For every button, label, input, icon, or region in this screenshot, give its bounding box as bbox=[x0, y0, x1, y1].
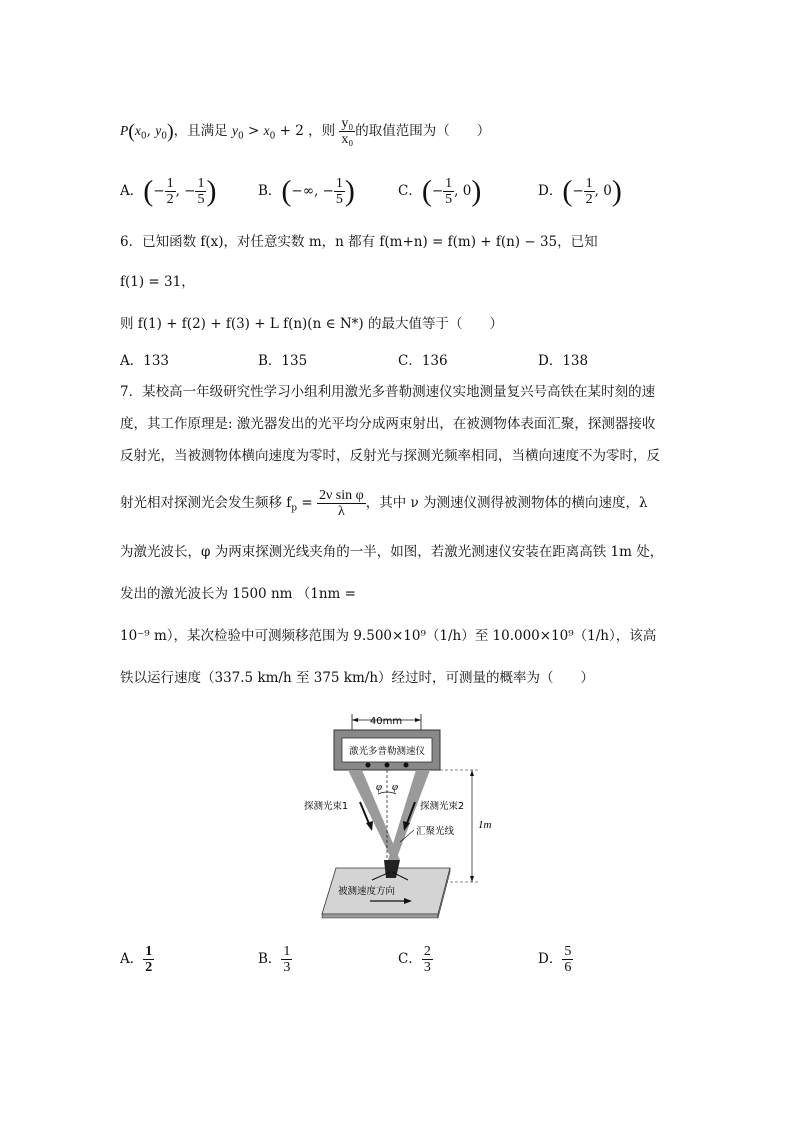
beam1-label: 探测光束1 bbox=[304, 801, 349, 812]
q5-ratio: $\frac{\text{y₀}}{\text{x₀}}$ bbox=[341, 116, 354, 147]
q6-line-3: 则 f(1) + f(2) + f(3) + L f(n)(n ∈ N*) 的最大值等于（ ） bbox=[120, 316, 503, 332]
q5-stem: $P(x_0$, $y_0$)，且满足 $y_0 > x_0 + 2$ ，则 $\frac{\text{y₀}}{\text{x₀}}$ 的取值范围为（ ） bbox=[120, 116, 491, 147]
doppler-formula: $\frac{\text{2ν sin φ}}{\lambda}$ bbox=[318, 488, 364, 519]
q7-line-2: 度，其工作原理是: 激光器发出的光平均分成两束射出，在被测物体表面汇聚，探测器接收 bbox=[120, 416, 656, 432]
width-label: 40mm bbox=[369, 716, 403, 727]
doppler-diagram bbox=[300, 708, 530, 923]
beam2-label: 探测光束2 bbox=[420, 801, 465, 812]
q5-option-c[interactable]: C．(− $\frac{1}{5}$ , 0) bbox=[398, 174, 482, 208]
q5-option-a[interactable]: A．(− $\frac{1}{2}$ , − $\frac{1}{5}$ ) bbox=[120, 174, 217, 208]
q5-stem-end: 的取值范围为（ ） bbox=[355, 123, 491, 139]
q7-option-a[interactable]: A． $\frac{1}{2}$ bbox=[120, 944, 153, 975]
q6-option-a[interactable]: A．133 bbox=[120, 353, 170, 369]
q7-line-6: 发出的激光波长为 1500 nm （1nm = bbox=[120, 586, 356, 602]
phi-left: φ bbox=[376, 781, 383, 793]
q6-option-c[interactable]: C．136 bbox=[398, 353, 448, 369]
q7-line-4: 射光相对探测光会发生频移 $f_p$ = $\frac{\text{2ν sin φ}}{\lambda}$ ，其中 ν 为测速仪测得被测物体的横向速度，λ bbox=[120, 488, 648, 519]
q6-option-b[interactable]: B．135 bbox=[258, 353, 308, 369]
q7-option-d[interactable]: D． $\frac{5}{6}$ bbox=[538, 944, 572, 975]
q7-line-7: 10⁻⁹ m），某次检验中可测频移范围为 9.500×10⁹（1/h）至 10.000×10⁹（1/h），该高 bbox=[120, 628, 657, 644]
converge-label: 汇聚光线 bbox=[416, 826, 455, 837]
q6-option-d[interactable]: D．138 bbox=[538, 353, 589, 369]
q7-option-c[interactable]: C． $\frac{2}{3}$ bbox=[398, 944, 431, 975]
q5-point-p: P bbox=[120, 123, 129, 138]
q5-option-b[interactable]: B．(−∞, − $\frac{1}{5}$ ) bbox=[258, 174, 355, 208]
device-label: 激光多普勒测速仪 bbox=[348, 746, 426, 757]
q5-option-d[interactable]: D．(− $\frac{1}{2}$ , 0) bbox=[538, 174, 622, 208]
q6-line-2: f(1) = 31， bbox=[120, 274, 195, 290]
q7-line-3: 反射光，当被测物体横向速度为零时，反射光与探测光频率相同，当横向速度不为零时，反 bbox=[120, 448, 660, 464]
q7-line-1: 7．某校高一年级研究性学习小组利用激光多普勒测速仪实地测量复兴号高铁在某时刻的速 bbox=[120, 384, 656, 400]
q7-option-b[interactable]: B． $\frac{1}{3}$ bbox=[258, 944, 291, 975]
q7-line-8: 铁以运行速度（337.5 km/h 至 375 km/h）经过时，可测量的概率为（ ） bbox=[120, 670, 595, 686]
direction-label: 被测速度方向 bbox=[338, 886, 396, 897]
q6-line-1: 6．已知函数 f(x)，对任意实数 m，n 都有 f(m+n) = f(m) + f(n) − 35，已知 bbox=[120, 234, 598, 250]
q7-line-5: 为激光波长，φ 为两束探测光线夹角的一半，如图，若激光测速仪安装在距离高铁 1m 处， bbox=[120, 544, 664, 560]
distance-label: 1m bbox=[478, 819, 492, 831]
phi-right: φ bbox=[392, 781, 399, 793]
